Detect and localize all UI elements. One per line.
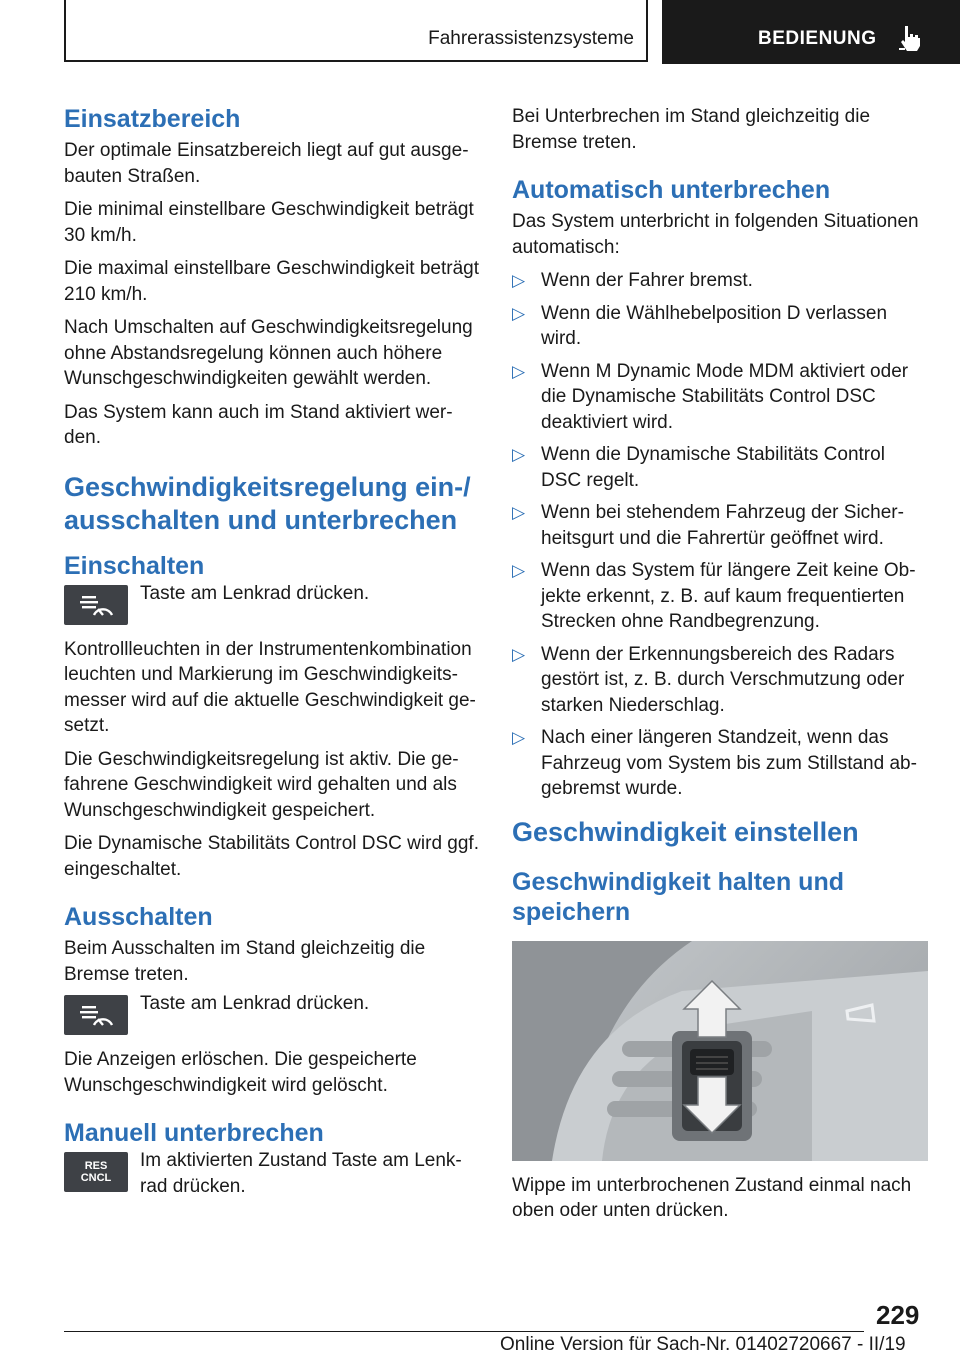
triangle-bullet-icon: ▷: [512, 728, 526, 747]
list-item: ▷ Wenn die Wählhebelposition D verlassen wird.: [512, 302, 888, 349]
paragraph: Die Geschwindigkeitsregelung ist aktiv. Die gefahrene Geschwindigkeit wird gehalten und als Wunschgeschwindigkeit gespeichert.: [64, 748, 459, 821]
header-section-title: Fahrerassistenzsysteme: [428, 28, 634, 49]
paragraph: Das System unterbricht in folgenden Situationen automatisch:: [512, 211, 919, 258]
res-cncl-key-icon: [64, 1152, 128, 1192]
cruise-control-key-icon: [64, 585, 128, 625]
triangle-bullet-icon: ▷: [512, 644, 526, 664]
left-column: [64, 104, 480, 1211]
paragraph: Die minimal einstellbare Geschwindigkeit beträgt 30 km/h.: [64, 199, 474, 246]
list-item: ▷ Nach einer längeren Standzeit, wenn das Fahrzeug vom System bis zum Stillstand abgebremst wurde.: [512, 727, 917, 799]
page-number: 229: [876, 1300, 920, 1330]
list-item: ▷ Wenn M Dynamic Mode MDM aktiviert oder die Dynamische Stabilitäts Control DSC deaktiviert wird.: [512, 360, 909, 433]
heading-geschwindigkeit-einstellen: Geschwindigkeit einstellen: [512, 816, 859, 847]
heading-automatisch-unterbrechen: Automatisch unterbrechen: [512, 176, 831, 204]
triangle-bullet-icon: ▷: [512, 445, 526, 464]
list-item: ▷ Wenn der Erkennungsbereich des Radars gestört ist, z. B. durch Verschmutzung oder starken Niederschlag.: [512, 643, 905, 716]
heading-einschalten: Einschalten: [64, 551, 205, 580]
hand-pointer-icon: [898, 24, 924, 52]
heading-geschwindigkeitsregelung: Geschwindigkeitsregelung ein-/ ausschalten und unterbrechen: [64, 471, 471, 535]
key-description: Im aktivierten Zustand Taste am Lenkrad drücken.: [140, 1150, 462, 1197]
heading-halten-speichern: Geschwindigkeit halten und speichern: [512, 867, 844, 926]
paragraph: Der optimale Einsatzbereich liegt auf gut ausgebauten Straßen.: [64, 140, 469, 187]
triangle-bullet-icon: ▷: [512, 303, 526, 323]
list-item: ▷ Wenn der Fahrer bremst.: [512, 268, 928, 294]
key-row-ausschalten: [64, 995, 480, 1035]
footer-divider: [64, 1331, 864, 1332]
heading-manuell-unterbrechen: Manuell unterbrechen: [64, 1119, 324, 1147]
triangle-bullet-icon: ▷: [512, 503, 526, 522]
cncl-key-label: CNCL: [80, 1172, 112, 1184]
key-description: Taste am Lenkrad drücken.: [140, 582, 370, 604]
situation-list: [512, 268, 928, 802]
key-row-einschalten: [64, 582, 480, 625]
right-column: [512, 104, 928, 1232]
key-row-manuell: [64, 1152, 480, 1199]
steering-wheel-rocker-photo: [512, 941, 928, 1161]
res-key-label: RES: [84, 1160, 108, 1172]
footer-version: Online Version für Sach-Nr. 01402720667 - II/19: [500, 1334, 906, 1355]
paragraph: Kontrollleuchten in der Instrumentenkombination leuchten und Markierung im Geschwindigkeitsmesser wird auf die aktuelle Geschwindigkeit gesetzt.: [64, 638, 476, 736]
paragraph: Das System kann auch im Stand aktiviert werden.: [64, 401, 453, 448]
list-item: ▷ Wenn die Dynamische Stabilitäts Control DSC regelt.: [512, 444, 885, 491]
image-caption: Wippe im unterbrochenen Zustand einmal nach oben oder unten drücken.: [512, 1174, 912, 1221]
triangle-bullet-icon: ▷: [512, 271, 526, 290]
paragraph: Nach Umschalten auf Geschwindigkeitsregelung ohne Abstandsregelung können auch höhere Wunschgeschwindigkeiten gewählt werden.: [64, 317, 473, 389]
heading-einsatzbereich: Einsatzbereich: [64, 105, 241, 133]
paragraph: Die maximal einstellbare Geschwindigkeit beträgt 210 km/h.: [64, 258, 480, 305]
heading-ausschalten: Ausschalten: [64, 903, 213, 931]
paragraph: Beim Ausschalten im Stand gleichzeitig die Bremse treten.: [64, 938, 426, 985]
triangle-bullet-icon: ▷: [512, 561, 526, 580]
header-chapter-box: [662, 0, 960, 64]
list-item: ▷ Wenn das System für längere Zeit keine Objekte erkennt, z. B. auf kaum frequentierten Strecken ohne Randbegrenzung.: [512, 560, 916, 632]
paragraph: Bei Unterbrechen im Stand gleichzeitig die Bremse treten.: [512, 106, 871, 153]
header-chapter-title: BEDIENUNG: [758, 28, 877, 49]
key-description: Taste am Lenkrad drücken.: [140, 993, 370, 1014]
paragraph: Die Dynamische Stabilitäts Control DSC wird ggf. eingeschaltet.: [64, 833, 479, 880]
paragraph: Die Anzeigen erlöschen. Die gespeicherte Wunschgeschwindigkeit wird gelöscht.: [64, 1049, 417, 1096]
cruise-control-key-icon: [64, 995, 128, 1035]
list-item: ▷ Wenn bei stehendem Fahrzeug der Sicherheitsgurt und die Fahrertür geöffnet wird.: [512, 502, 904, 549]
triangle-bullet-icon: ▷: [512, 361, 526, 381]
header-section-box: [64, 0, 648, 62]
